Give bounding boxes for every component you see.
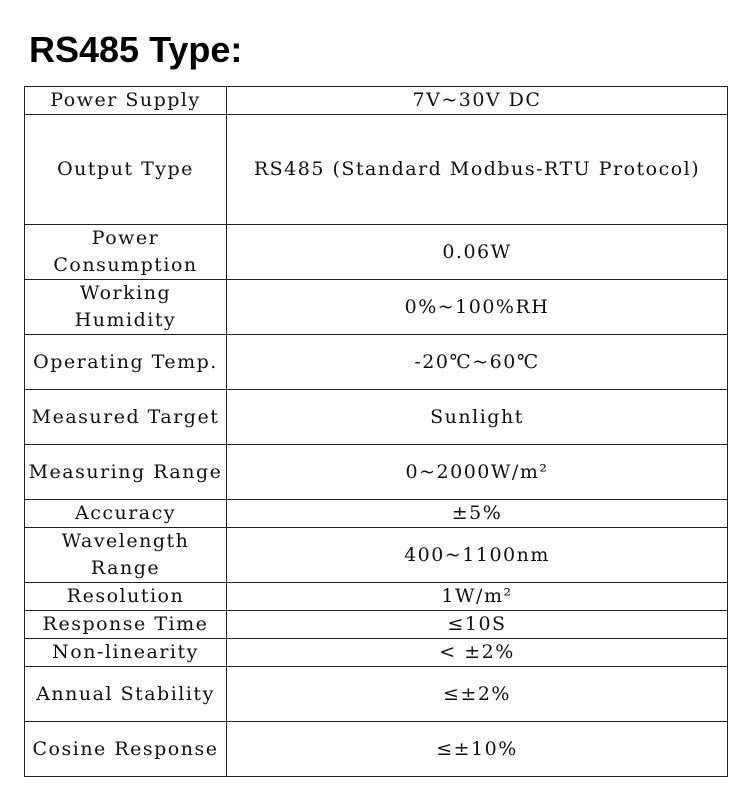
spec-value: RS485 (Standard Modbus-RTU Protocol) bbox=[227, 115, 728, 225]
spec-label: Wavelength Range bbox=[25, 528, 227, 583]
table-row bbox=[25, 445, 728, 500]
spec-value: ≤±10% bbox=[227, 722, 728, 777]
spec-value: Sunlight bbox=[227, 390, 728, 445]
spec-table bbox=[24, 86, 728, 777]
spec-label: Power Consumption bbox=[25, 225, 227, 280]
spec-value: 1W/m² bbox=[227, 583, 728, 611]
table-row bbox=[25, 583, 728, 611]
spec-label: Response Time bbox=[25, 611, 227, 639]
spec-value: 400~1100nm bbox=[227, 528, 728, 583]
spec-label: Operating Temp. bbox=[25, 335, 227, 390]
spec-label: Non-linearity bbox=[25, 639, 227, 667]
spec-value: ≤±2% bbox=[227, 667, 728, 722]
spec-label: Power Supply bbox=[25, 87, 227, 115]
spec-label: Measuring Range bbox=[25, 445, 227, 500]
table-row bbox=[25, 528, 728, 583]
spec-label: Working Humidity bbox=[25, 280, 227, 335]
spec-value: ±5% bbox=[227, 500, 728, 528]
table-row bbox=[25, 667, 728, 722]
spec-label: Annual Stability bbox=[25, 667, 227, 722]
table-row bbox=[25, 500, 728, 528]
spec-value: -20℃~60℃ bbox=[227, 335, 728, 390]
spec-label: Cosine Response bbox=[25, 722, 227, 777]
spec-label: Measured Target bbox=[25, 390, 227, 445]
spec-label: Resolution bbox=[25, 583, 227, 611]
spec-value: 0~2000W/m² bbox=[227, 445, 728, 500]
table-row bbox=[25, 722, 728, 777]
table-row bbox=[25, 335, 728, 390]
spec-value: ≤10S bbox=[227, 611, 728, 639]
page-title: RS485 Type: bbox=[29, 29, 243, 70]
table-row bbox=[25, 280, 728, 335]
spec-label: Output Type bbox=[25, 115, 227, 225]
table-row bbox=[25, 390, 728, 445]
spec-label: Accuracy bbox=[25, 500, 227, 528]
spec-value: < ±2% bbox=[227, 639, 728, 667]
table-row bbox=[25, 87, 728, 115]
table-row bbox=[25, 115, 728, 225]
spec-value: 0.06W bbox=[227, 225, 728, 280]
table-row bbox=[25, 225, 728, 280]
spec-value: 7V~30V DC bbox=[227, 87, 728, 115]
table-row bbox=[25, 611, 728, 639]
table-row bbox=[25, 639, 728, 667]
spec-value: 0%~100%RH bbox=[227, 280, 728, 335]
